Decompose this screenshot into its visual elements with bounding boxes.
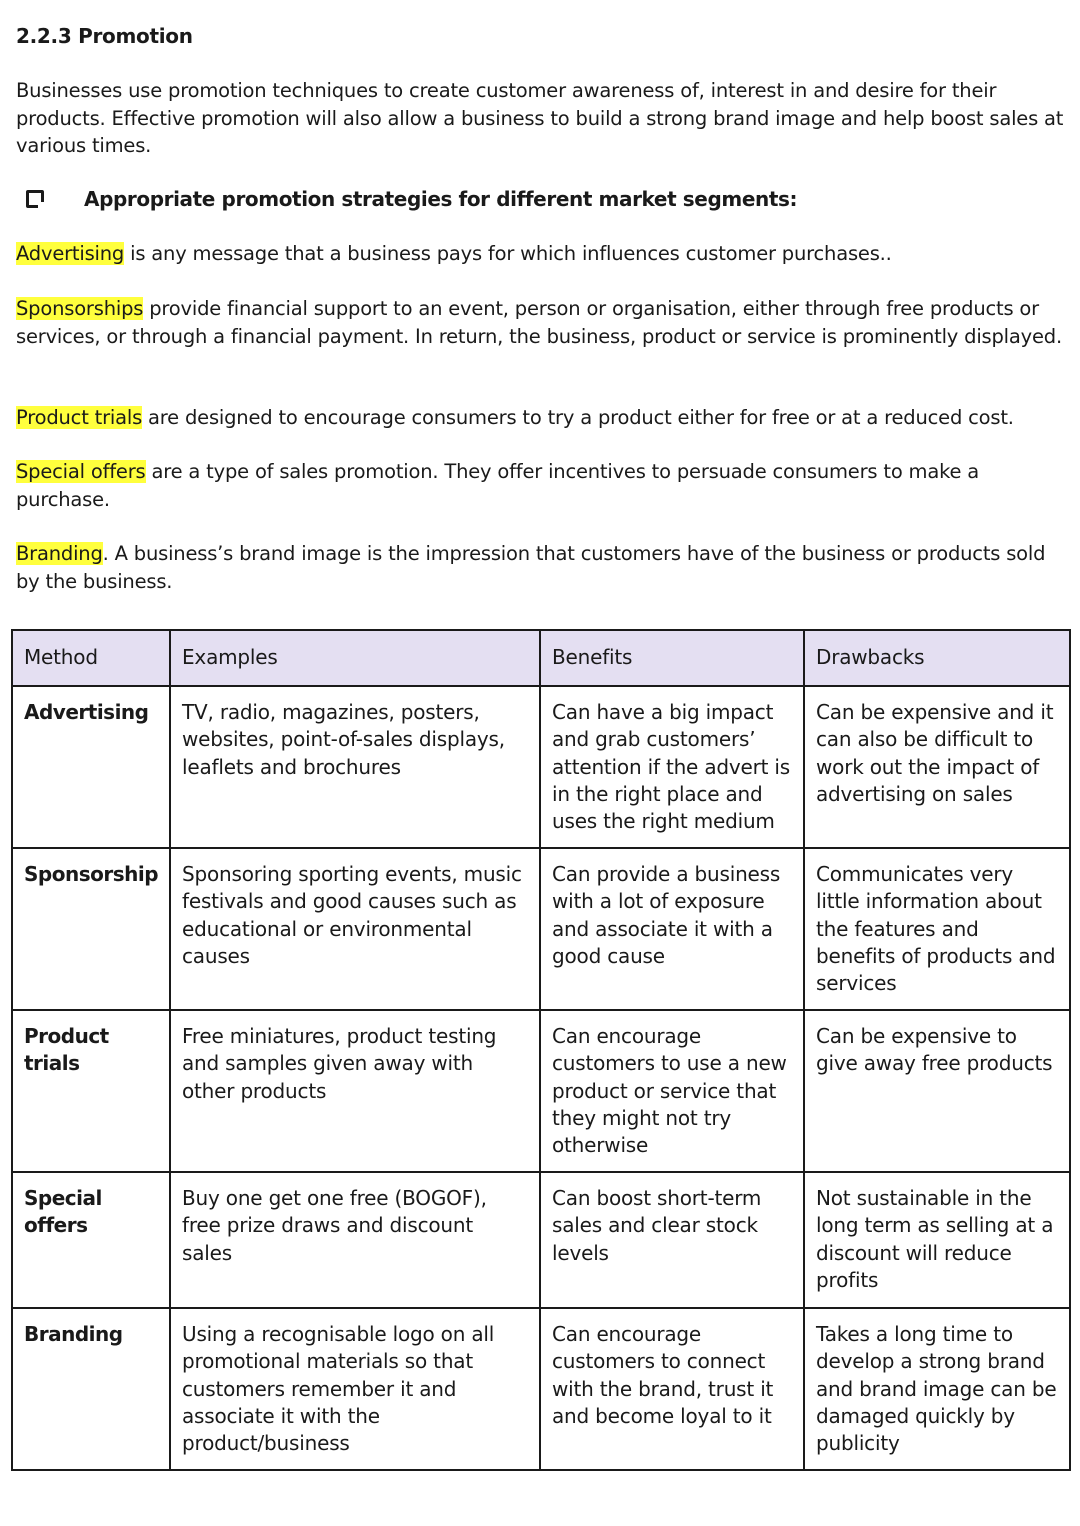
benefits-cell: Can boost short-term sales and clear stock levels [540,1172,804,1308]
definition-branding [16,540,1066,595]
column-header-examples: Examples [170,630,540,686]
strategies-checklist-item [26,187,797,211]
benefits-cell: Can provide a business with a lot of exposure and associate it with a good cause [540,848,804,1010]
checklist-label: Appropriate promotion strategies for different market segments: [84,187,798,211]
table-row [12,686,1070,848]
benefits-cell: Can encourage customers to use a new product or service that they might not try otherwise [540,1010,804,1172]
method-cell: Special offers [12,1172,170,1308]
examples-cell: TV, radio, magazines, posters, websites, point-of-sales displays, leaflets and brochures [170,686,540,848]
table-row [12,1308,1070,1470]
definition-special-offers [16,458,1066,513]
drawbacks-cell: Not sustainable in the long term as selling at a discount will reduce profits [804,1172,1070,1308]
table-header-row [12,630,1070,686]
column-header-drawbacks: Drawbacks [804,630,1070,686]
column-header-method: Method [12,630,170,686]
definition-text: . A business’s brand image is the impression that customers have of the business or products sold by the business. [16,542,1046,593]
definition-text: are designed to encourage consumers to try a product either for free or at a reduced cost. [142,406,1014,429]
examples-cell: Using a recognisable logo on all promotional materials so that customers remember it and associate it with the product/business [170,1308,540,1470]
promotion-methods-table [11,629,1071,1471]
method-cell: Branding [12,1308,170,1470]
drawbacks-cell: Can be expensive and it can also be difficult to work out the impact of advertising on sales [804,686,1070,848]
table-row [12,1172,1070,1308]
highlighted-term: Advertising [16,242,125,265]
drawbacks-cell: Communicates very little information about the features and benefits of products and services [804,848,1070,1010]
definition-text: are a type of sales promotion. They offer incentives to persuade consumers to make a purchase. [16,460,980,511]
definition-product-trials [16,404,1066,432]
section-title: 2.2.3 Promotion [16,24,193,48]
drawbacks-cell: Can be expensive to give away free products [804,1010,1070,1172]
examples-cell: Free miniatures, product testing and samples given away with other products [170,1010,540,1172]
examples-cell: Buy one get one free (BOGOF), free prize draws and discount sales [170,1172,540,1308]
method-cell: Product trials [12,1010,170,1172]
definition-text: is any message that a business pays for which influences customer purchases.. [124,242,892,265]
highlighted-term: Sponsorships [16,297,144,320]
benefits-cell: Can encourage customers to connect with the brand, trust it and become loyal to it [540,1308,804,1470]
highlighted-term: Branding [16,542,103,565]
definition-text: provide financial support to an event, person or organisation, either through free products or services, or through a financial payment. In return, the business, product or service is prominently displayed. [16,297,1062,348]
definition-sponsorships [16,295,1066,350]
definition-advertising [16,240,1066,268]
benefits-cell: Can have a big impact and grab customers’ attention if the advert is in the right place and uses the right medium [540,686,804,848]
method-cell: Sponsorship [12,848,170,1010]
checkbox-icon[interactable] [26,190,44,208]
examples-cell: Sponsoring sporting events, music festivals and good causes such as educational or environmental causes [170,848,540,1010]
highlighted-term: Special offers [16,460,146,483]
drawbacks-cell: Takes a long time to develop a strong brand and brand image can be damaged quickly by publicity [804,1308,1070,1470]
highlighted-term: Product trials [16,406,143,429]
column-header-benefits: Benefits [540,630,804,686]
intro-paragraph: Businesses use promotion techniques to create customer awareness of, interest in and desire for their products. Effective promotion will also allow a business to build a strong brand image and help boost sales at various times. [16,79,1064,157]
table-row [12,1010,1070,1172]
table-row [12,848,1070,1010]
method-cell: Advertising [12,686,170,848]
